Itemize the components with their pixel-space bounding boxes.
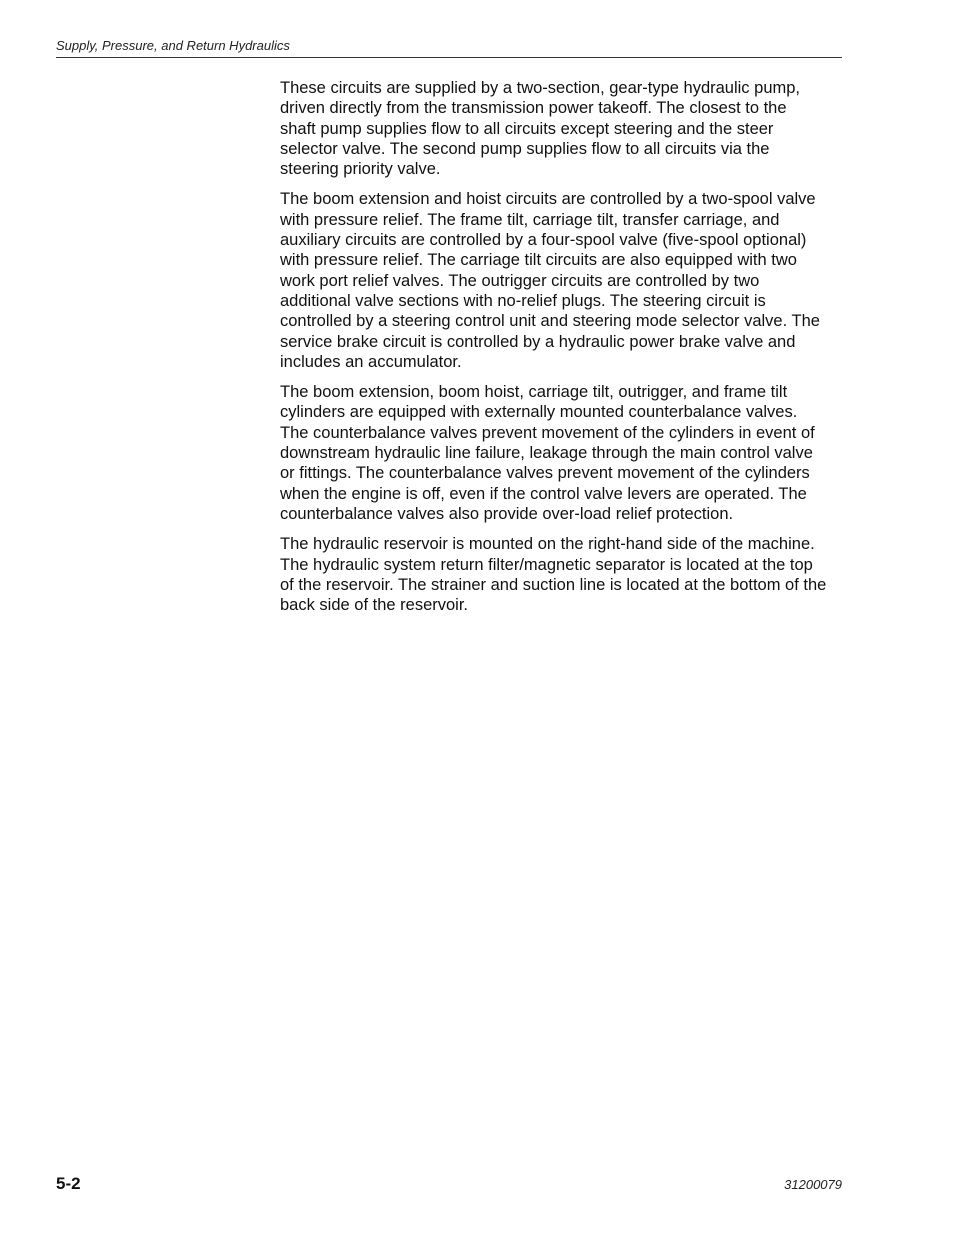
header-divider	[56, 57, 842, 58]
paragraph-pump-supply: These circuits are supplied by a two-section, gear-type hydraulic pump, driven directly from the transmission power takeoff. The closest to the shaft pump supplies flow to all circuits except steering and the steer selector valve. The second pump supplies flow to all circuits via the steering priority valve.	[280, 79, 800, 179]
paragraph-hydraulic-reservoir: The hydraulic reservoir is mounted on the right-hand side of the machine. The hydraulic system return filter/magnetic separator is located at the top of the reservoir. The strainer and suction line is located at the bottom of the back side of the reservoir.	[280, 535, 827, 615]
body-text	[280, 78, 842, 625]
running-header: Supply, Pressure, and Return Hydraulics	[56, 38, 290, 53]
paragraph-counterbalance-valves: The boom extension, boom hoist, carriage tilt, outrigger, and frame tilt cylinders are equipped with externally mounted counterbalance valves. The counterbalance valves prevent movement of the cylinders in event of downstream hydraulic line failure, leakage through the main control valve or fittings. The counterbalance valves prevent movement of the cylinders when the engine is off, even if the control valve levers are operated. The counterbalance valves also provide over-load relief protection.	[280, 383, 815, 523]
document-number: 31200079	[784, 1177, 842, 1192]
page-number: 5-2	[56, 1174, 81, 1193]
paragraph-control-valves: The boom extension and hoist circuits are controlled by a two-spool valve with pressure relief. The frame tilt, carriage tilt, transfer carriage, and auxiliary circuits are controlled by a four-spool valve (five-spool optional) with pressure relief. The carriage tilt circuits are also equipped with two work port relief valves. The outrigger circuits are controlled by two additional valve sections with no-relief plugs. The steering circuit is controlled by a steering control unit and steering mode selector valve. The service brake circuit is controlled by a hydraulic power brake valve and includes an accumulator.	[280, 190, 820, 371]
